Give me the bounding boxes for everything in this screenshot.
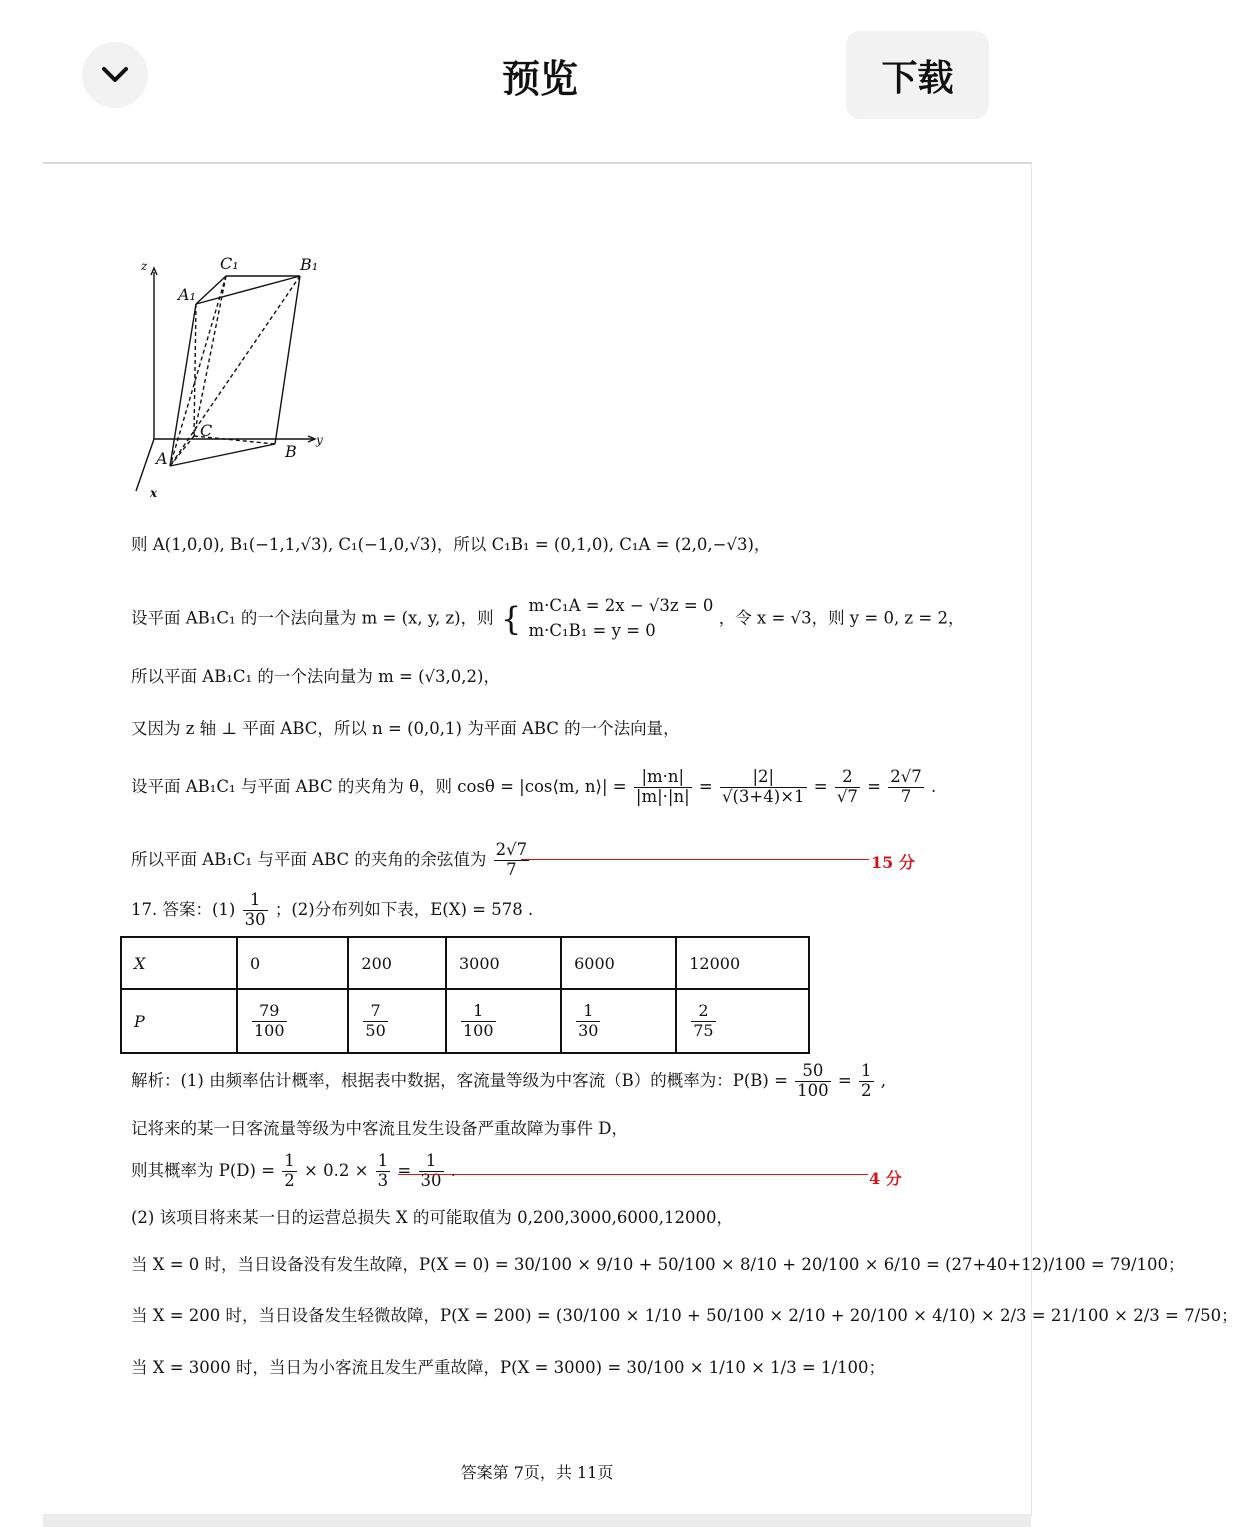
analysis-text: × 0.2 × <box>304 1160 369 1180</box>
point-b1-label: B₁ <box>300 255 319 274</box>
page-number: 答案第 7页，共 11页 <box>460 1463 614 1482</box>
table-row <box>121 989 809 1053</box>
normal-vector-result: 所以平面 AB₁C₁ 的一个法向量为 m = (√3,0,2)， <box>131 667 500 686</box>
fraction: $\frac{1}{2}$ <box>284 1151 295 1190</box>
table-cell: 12000 <box>676 937 809 989</box>
score-label: 4 分 <box>869 1169 902 1188</box>
normal-vector-solution: ，令 x = √3，则 y = 0, z = 2， <box>718 608 965 628</box>
distribution-table <box>120 936 810 1054</box>
equation-system <box>528 594 713 644</box>
analysis-line-5 <box>131 1257 1185 1274</box>
analysis-line-6 <box>131 1308 1238 1325</box>
analysis-formula: 30/100 × 1/10 × 1/3 = 1/100； <box>626 1358 886 1377</box>
page-title: 预览 <box>501 57 578 101</box>
table-cell: 3000 <box>446 937 561 989</box>
fraction: $\frac{2}{√7}$ <box>836 767 858 806</box>
fraction: $\frac{2√7}{7}$ <box>890 767 922 806</box>
cosine-intro: 设平面 AB₁C₁ 与平面 ABC 的夹角为 θ，则 cosθ = |cos⟨m, n⟩| = <box>131 776 627 796</box>
table-cell: 0 <box>237 937 348 989</box>
table-cell: 6000 <box>561 937 676 989</box>
point-b-label: B <box>285 442 297 461</box>
answer-17-intro: 17. 答案：(1) <box>131 899 236 919</box>
fraction: $\frac{|m\cdot n|}{|m|\cdot|n|}$ <box>635 767 690 806</box>
analysis-line-1: 解析：(1) 由频率估计概率，根据表中数据，客流量等级为中客流（B）的概率为：P(B) = $\frac{50}{100}$ = $\frac{1}{2}$ , <box>131 1061 886 1100</box>
table-cell: P <box>121 989 237 1053</box>
analysis-text: 解析：(1) 由频率估计概率，根据表中数据，客流量等级为中客流（B）的概率为：P(B) = <box>131 1070 788 1090</box>
cosine-result-line <box>131 841 531 880</box>
equation-1: m·C₁A = 2x − √3z = 0 <box>528 596 714 615</box>
coords-line: 则 A(1,0,0), B₁(−1,1,√3), C₁(−1,0,√3)，所以 C₁B₁ = (0,1,0), C₁A = (2,0,−√3)， <box>131 535 771 554</box>
fraction: $\frac{50}{100}$ <box>797 1061 829 1100</box>
fraction: $\frac{1}{30}$ <box>244 890 266 929</box>
fraction: $\frac{1}{2}$ <box>861 1061 872 1100</box>
analysis-line-2: 记将来的某一日客流量等级为中客流且发生设备严重故障为事件 D， <box>131 1119 628 1138</box>
analysis-formula: 30/100 × 9/10 + 50/100 × 8/10 + 20/100 × 6/10 = (27+40+12)/100 = 79/100； <box>513 1255 1185 1274</box>
normal-vector-line <box>131 594 964 644</box>
download-button[interactable]: 下载 <box>846 31 989 119</box>
fraction: $\frac{|2|}{√(3+4)\times 1}$ <box>721 767 805 806</box>
table-cell: X <box>121 937 237 989</box>
cosine-line: 设平面 AB₁C₁ 与平面 ABC 的夹角为 θ，则 cosθ = |cos⟨m, n⟩| = $\frac{|m\cdot n|}{|m|\cdot|n|}$ = $\frac{|2|}{√(3+4)\times 1}$ = $\frac{2}{√7}$ = $\frac{2√7}{7}$ . <box>131 767 937 806</box>
table-cell: $\frac{1}{30}$ <box>561 989 676 1053</box>
fraction: $\frac{1}{3}$ <box>377 1151 389 1190</box>
analysis-line-7 <box>131 1360 885 1377</box>
point-a-label: A <box>156 449 168 468</box>
document-page <box>43 162 1238 1516</box>
score-divider <box>398 1174 868 1175</box>
z-axis-line: 又因为 z 轴 ⊥ 平面 ABC，所以 n = (0,0,1) 为平面 ABC 的一个法向量， <box>131 719 680 738</box>
analysis-line-3: 则其概率为 P(D) = $\frac{1}{2}$ × 0.2 × $\frac{1}{3}$ = $\frac{1}{30}$ . <box>131 1151 456 1190</box>
point-a1-label: A₁ <box>178 285 196 304</box>
equation-2: m·C₁B₁ = y = 0 <box>528 620 656 640</box>
table-cell: 200 <box>348 937 446 989</box>
analysis-text: 则其概率为 P(D) = <box>131 1160 276 1180</box>
score-label: 15 分 <box>871 853 915 872</box>
table-row <box>121 937 809 989</box>
next-page-edge <box>43 1514 1031 1527</box>
fraction: $\frac{2√7}{7}$ <box>495 840 528 879</box>
table-cell: $\frac{1}{100}$ <box>446 989 561 1053</box>
normal-vector-intro: 设平面 AB₁C₁ 的一个法向量为 m = (x, y, z)，则 <box>131 608 494 628</box>
analysis-text: 当 X = 0 时，当日设备没有发生故障，P(X = 0) = <box>131 1255 509 1274</box>
system-brace: { <box>500 599 522 638</box>
point-c1-label: C₁ <box>220 254 239 273</box>
answer-17-line <box>131 891 533 930</box>
table-cell: $\frac{2}{75}$ <box>676 989 809 1053</box>
analysis-text: 当 X = 200 时，当日设备发生轻微故障，P(X = 200) = <box>131 1306 551 1325</box>
answer-17-rest: ；(2)分布列如下表，E(X) = 578 . <box>274 899 534 919</box>
point-c-label: C <box>200 421 213 440</box>
cosine-result-text: 所以平面 AB₁C₁ 与平面 ABC 的夹角的余弦值为 <box>131 849 487 869</box>
axis-x-label: x <box>150 486 158 500</box>
table-cell: $\frac{79}{100}$ <box>237 989 348 1053</box>
score-divider <box>521 859 869 860</box>
analysis-formula: (30/100 × 1/10 + 50/100 × 2/10 + 20/100 × 4/10) × 2/3 = 21/100 × 2/3 = 7/50； <box>555 1306 1238 1325</box>
analysis-text: 当 X = 3000 时，当日为小客流且发生严重故障，P(X = 3000) = <box>131 1358 622 1377</box>
prism-figure <box>138 254 338 504</box>
analysis-line-4: (2) 该项目将来某一日的运营总损失 X 的可能取值为 0,200,3000,6000,12000， <box>131 1208 734 1227</box>
fraction: $\frac{1}{30}$ <box>420 1151 442 1190</box>
axis-y-label: y <box>316 433 323 447</box>
axis-z-label: z <box>141 259 148 273</box>
top-bar <box>0 0 1080 160</box>
table-cell: $\frac{7}{50}$ <box>348 989 446 1053</box>
